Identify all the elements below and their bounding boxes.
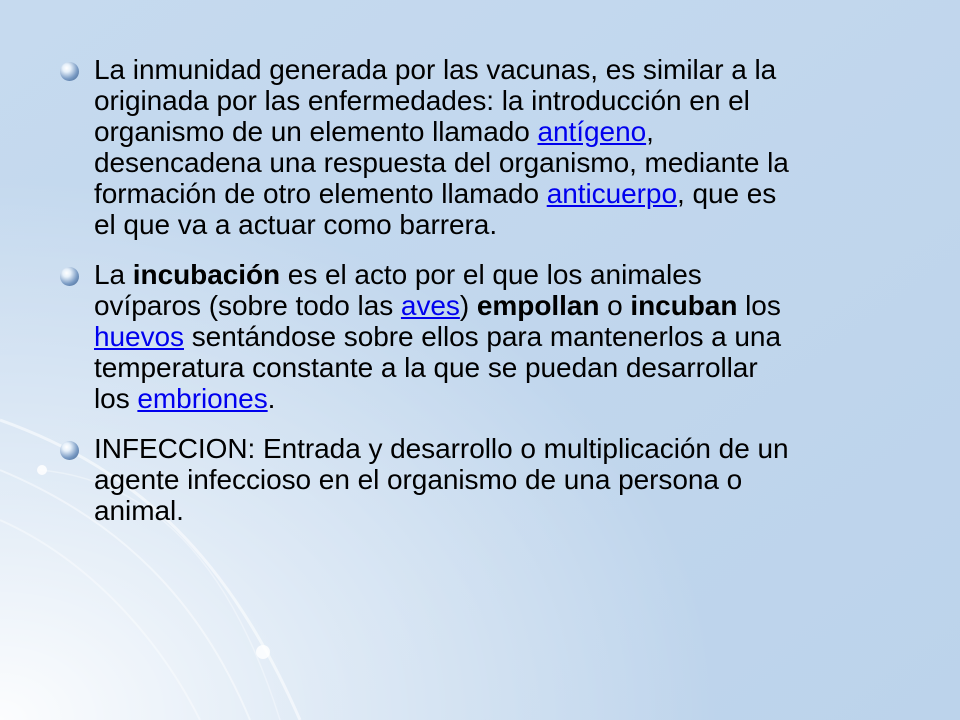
bullet-icon — [60, 267, 79, 286]
bullet-icon — [60, 62, 79, 81]
text-line — [94, 290, 898, 321]
text-run: temperatura constante a la que se puedan desarrollar — [94, 352, 758, 383]
text-run: sentándose sobre ellos para mantenerlos a una — [184, 321, 781, 352]
bullet-text — [94, 54, 898, 240]
text-run: La inmunidad generada por las vacunas, es similar a la — [94, 54, 777, 85]
text-run: los — [94, 383, 138, 414]
text-run: ovíparos (sobre todo las — [94, 290, 401, 321]
text-run: , — [646, 116, 654, 147]
bold-term: empollan — [476, 290, 600, 321]
text-line — [94, 495, 898, 526]
text-run: desencadena una respuesta del organismo, mediante la — [94, 147, 789, 178]
text-line — [94, 464, 898, 495]
text-line — [94, 433, 898, 464]
text-line — [94, 259, 898, 290]
text-run: agente infeccioso en el organismo de una persona o — [94, 464, 743, 495]
text-line — [94, 54, 898, 85]
bullet-text — [94, 433, 898, 526]
text-line — [94, 209, 898, 240]
hyperlink[interactable]: anticuerpo — [546, 178, 677, 209]
hyperlink[interactable]: aves — [400, 290, 460, 321]
bullet-item — [58, 259, 898, 414]
bold-term: incubación — [132, 259, 281, 290]
text-run: INFECCION: Entrada y desarrollo o multiplicación de un — [94, 433, 789, 464]
text-run: formación de otro elemento llamado — [94, 178, 547, 209]
slide-body — [58, 54, 898, 545]
text-line — [94, 383, 898, 414]
text-run: organismo de un elemento llamado — [94, 116, 538, 147]
text-run: La — [94, 259, 133, 290]
bullet-icon — [60, 441, 79, 460]
hyperlink[interactable]: antígeno — [537, 116, 647, 147]
text-line — [94, 116, 898, 147]
text-run: animal. — [94, 495, 184, 526]
bullet-item — [58, 433, 898, 526]
text-run: o — [599, 290, 631, 321]
text-line — [94, 85, 898, 116]
hyperlink[interactable]: embriones — [137, 383, 268, 414]
text-run: . — [267, 383, 276, 414]
text-line — [94, 321, 898, 352]
bold-term: incuban — [630, 290, 738, 321]
text-run: , que es — [676, 178, 777, 209]
text-line — [94, 178, 898, 209]
text-run: los — [737, 290, 781, 321]
text-run: el que va a actuar como barrera. — [94, 209, 498, 240]
hyperlink[interactable]: huevos — [94, 321, 184, 352]
bullet-text — [94, 259, 898, 414]
text-run: ) — [459, 290, 477, 321]
text-run: originada por las enfermedades: la introducción en el — [94, 85, 750, 116]
text-line — [94, 352, 898, 383]
bullet-item — [58, 54, 898, 240]
text-run: es el acto por el que los animales — [280, 259, 702, 290]
text-line — [94, 147, 898, 178]
